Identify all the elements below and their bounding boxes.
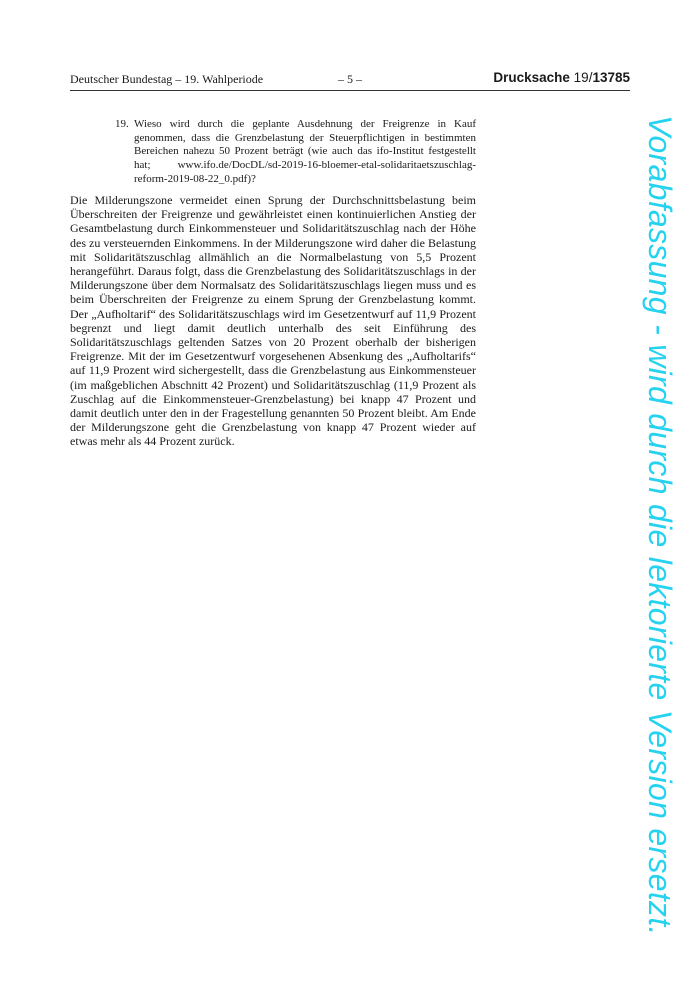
question-text: Wieso wird durch die geplante Ausdehnung der Freigrenze in Kauf genommen, dass die Grenzbelastung der Steuerpflichtigen in bestimmten Bereichen nahezu 50 Prozent beträgt (wie auch das ifo-Institut festgestellt hat; www.ifo.de/DocDL/sd-2019-16-bloemer-etal-solidaritaetszuschlag-reform-2019-08-22_0.pdf)? bbox=[134, 118, 476, 185]
draft-watermark: Vorabfassung - wird durch die lektorierte Version ersetzt. bbox=[642, 115, 678, 936]
answer-paragraph: Die Milderungszone vermeidet einen Sprung der Durchschnittsbelastung beim Überschreiten der Freigrenze und gewährleistet einen kontinuierlichen Anstieg der Gesamtbelastung durch Einkommensteuer und Solidaritätszuschlag nach der Höhe des zu versteuernden Einkommens. In der Milderungszone wird daher die Belastung mit Solidaritätszuschlag allmählich an die Normalbelastung von 5,5 Prozent herangeführt. Daraus folgt, dass die Grenzbelastung des Solidaritätszuschlags in der Milderungszone über dem Normalsatz des Solidaritätszuschlags liegen muss und es beim Überschreiten der Freigrenze zu einem Sprung der Grenzbelastung kommt. Der „Aufholtarif“ des Solidaritätszuschlags wird im Gesetzentwurf auf 11,9 Prozent begrenzt und liegt damit deutlich unterhalb des seit Einführung des Solidaritätszuschlags geltenden Satzes von 20 Prozent oberhalb der bisherigen Freigrenze. Mit der im Gesetzentwurf vorgesehenen Absenkung des „Aufholtarifs“ auf 11,9 Prozent wird sichergestellt, dass die Grenzbelastung aus Einkommensteuer (im maßgeblichen Abschnitt 42 Prozent) und Solidaritätszuschlag (11,9 Prozent als Zuschlag auf die Einkommensteuer-Grenzbelastung) bei knapp 47 Prozent und damit deutlich unter den in der Fragestellung genannten 50 Prozent bleibt. Am Ende der Milderungszone geht die Grenzbelastung von knapp 47 Prozent wieder auf etwas mehr als 44 Prozent zurück. bbox=[70, 193, 476, 449]
page-header bbox=[70, 70, 630, 91]
question-number: 19. bbox=[115, 118, 129, 130]
document-number-value: 13785 bbox=[592, 70, 630, 85]
header-parliament-period: Deutscher Bundestag – 19. Wahlperiode bbox=[70, 72, 264, 86]
question-block bbox=[116, 118, 476, 187]
document-number-year: 19/ bbox=[573, 70, 593, 85]
page-number: – 5 – bbox=[338, 72, 362, 86]
document-number bbox=[493, 70, 630, 85]
document-number-label: Drucksache bbox=[493, 70, 570, 85]
